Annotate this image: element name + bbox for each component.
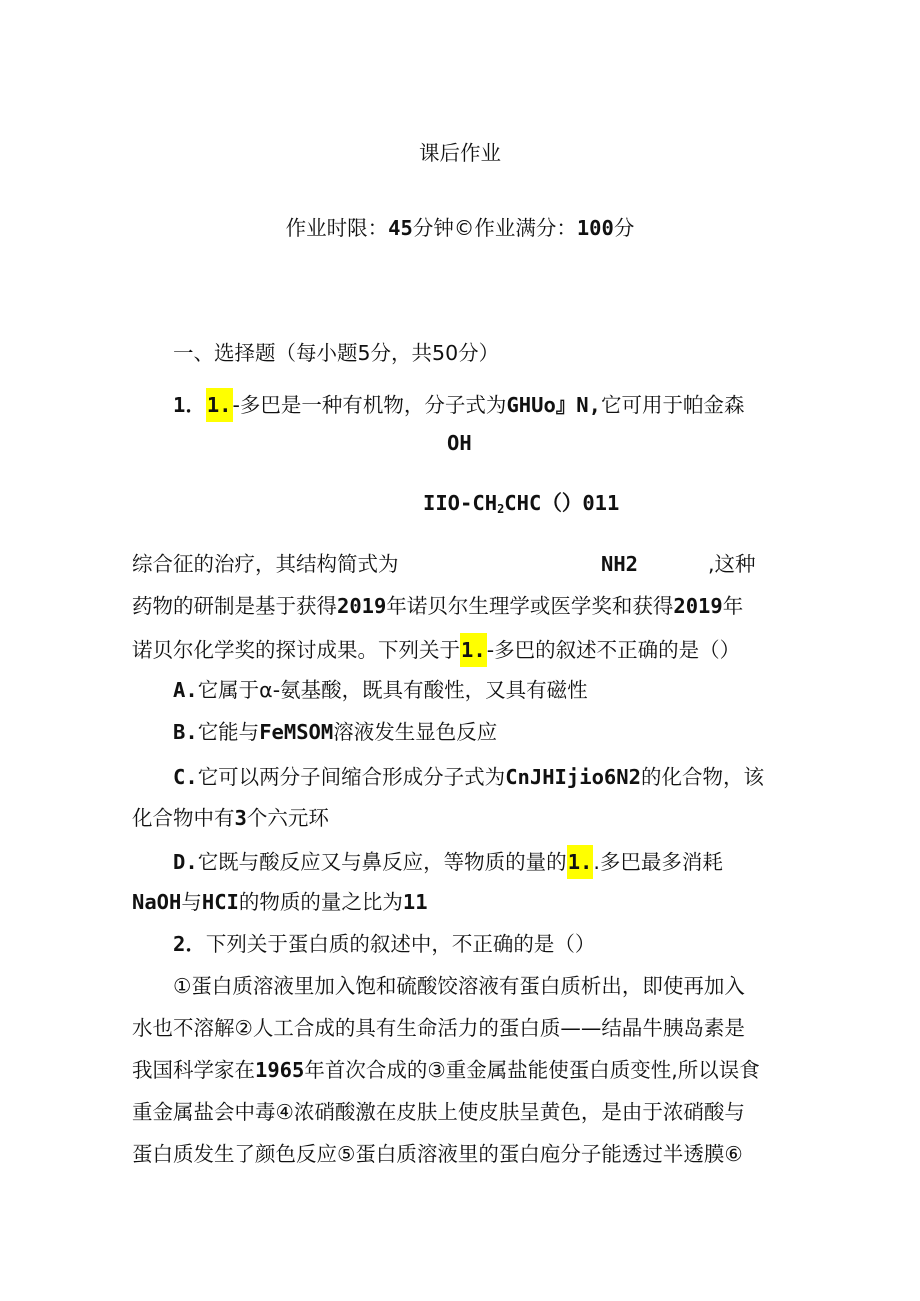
time-limit-minutes-unit: 分钟©作业满分： <box>412 216 577 240</box>
structure-oh-text: OH <box>447 431 472 455</box>
option-d-line2-b: 与 <box>181 890 202 914</box>
option-d-line-2 <box>132 887 428 917</box>
structure-formula <box>423 488 619 518</box>
q2-stem-line <box>173 929 595 959</box>
option-b-formula: FeMSOM <box>259 720 334 744</box>
time-limit-label: 作业时限： <box>285 216 389 240</box>
q1-line-3 <box>132 591 743 621</box>
q2-line-5 <box>132 1139 743 1169</box>
page-title <box>0 138 920 168</box>
option-a-text: 它属于α-氨基酸，既具有酸性，又具有磁性 <box>197 678 588 702</box>
section-heading <box>173 338 499 368</box>
option-d-line2-d: 的物质的量之比为 <box>238 890 403 914</box>
q1-text-1: -多巴是一种有机物，分子式为 <box>232 393 507 417</box>
option-b <box>173 717 497 747</box>
option-b-label: B. <box>173 720 198 744</box>
full-score-value: 100 <box>576 216 614 240</box>
q1-line3-b: 年诺贝尔生理学或医学奖和获得 <box>386 594 674 618</box>
q2-line-4 <box>132 1097 745 1127</box>
q1-line4-a: 诺贝尔化学奖的探讨成果。下列关于 <box>132 638 460 662</box>
option-c-text-a: 它可以两分子间缩合形成分子式为 <box>197 765 506 789</box>
option-c-formula: CnJHIjio6N2 <box>505 765 641 789</box>
option-b-text-b: 溶液发生显色反应 <box>333 720 498 744</box>
option-d-text-a: 它既与酸反应又与鼻反应，等物质的量的 <box>197 850 567 874</box>
q1-line-2b <box>708 549 756 579</box>
q2-stem: 下列关于蛋白质的叙述中，不正确的是（） <box>205 932 596 956</box>
q2-line5-text: 蛋白质发生了颜色反应⑤蛋白质溶液里的蛋白庖分子能透过半透膜⑥ <box>132 1142 743 1166</box>
full-score-unit: 分 <box>613 216 635 240</box>
option-c <box>173 762 764 792</box>
option-d <box>173 845 723 875</box>
option-c-line-2 <box>132 803 329 833</box>
option-d-hci: HCI <box>201 890 239 914</box>
option-c-ring-count: 3 <box>234 806 247 830</box>
q2-line1-text: ①蛋白质溶液里加入饱和硫酸饺溶液有蛋白质析出，即使再加入 <box>173 974 745 998</box>
option-c-label: C. <box>173 765 198 789</box>
structure-nh2-text: NH2 <box>601 552 639 576</box>
option-d-text-b: .多巴最多消耗 <box>593 850 723 874</box>
q1-line-4 <box>132 633 740 663</box>
option-d-label: D. <box>173 850 198 874</box>
structure-formula-a: IIO-CH <box>423 491 498 515</box>
option-b-text-a: 它能与 <box>197 720 260 744</box>
option-c-line2-b: 个六元环 <box>246 806 329 830</box>
q1-highlight: 1. <box>206 388 233 422</box>
q1-text-2: 它可用于帕金森 <box>601 393 745 417</box>
title-text: 课后作业 <box>419 141 501 165</box>
q2-line2-text: 水也不溶解②人工合成的具有生命活力的蛋白质——结晶牛胰岛素是 <box>132 1016 745 1040</box>
q1-text-3: 综合征的治疗，其结构简式为 <box>132 552 399 576</box>
q2-line-1 <box>173 971 745 1001</box>
q2-year: 1965 <box>255 1058 305 1082</box>
q2-line3-a: 我国科学家在 <box>132 1058 255 1082</box>
structure-formula-b: CHC（）011 <box>504 491 620 515</box>
option-d-naoh: NaOH <box>132 890 182 914</box>
structure-formula-sub: 2 <box>497 502 505 516</box>
time-limit-minutes: 45 <box>388 216 413 240</box>
q1-line4-b: -多巴的叙述不正确的是（） <box>486 638 741 662</box>
q1-year-1: 2019 <box>337 594 387 618</box>
q1-line3-a: 药物的研制是基于获得 <box>132 594 337 618</box>
section-heading-text: 一、选择题（每小题5分，共50分） <box>173 341 500 365</box>
option-c-line2-a: 化合物中有 <box>132 806 235 830</box>
q1-line3-c: 年 <box>722 594 744 618</box>
option-c-text-b: 的化合物，该 <box>640 765 764 789</box>
q2-line3-b: 年首次合成的③重金属盐能使蛋白质变性,所以误食 <box>304 1058 760 1082</box>
structure-oh <box>447 428 472 458</box>
q2-line-3 <box>132 1055 760 1085</box>
option-a-label: A. <box>173 678 198 702</box>
option-a <box>173 675 588 705</box>
q2-number: 2． <box>173 932 206 956</box>
option-d-ratio: 11 <box>402 890 428 914</box>
q1-year-2: 2019 <box>673 594 723 618</box>
option-d-highlight: 1. <box>567 845 594 879</box>
q1-stem-line <box>173 388 745 418</box>
q1-number: 1． <box>173 393 206 417</box>
q1-formula: GHUo』N, <box>506 393 601 417</box>
q1-text-4: ,这种 <box>708 552 756 576</box>
q2-line-2 <box>132 1013 745 1043</box>
structure-nh2 <box>601 549 638 579</box>
time-limit-line <box>0 213 920 243</box>
q1-line4-highlight: 1. <box>460 633 487 667</box>
q1-line-2a <box>132 549 399 579</box>
q2-line4-text: 重金属盐会中毒④浓硝酸激在皮肤上使皮肤呈黄色，是由于浓硝酸与 <box>132 1100 745 1124</box>
